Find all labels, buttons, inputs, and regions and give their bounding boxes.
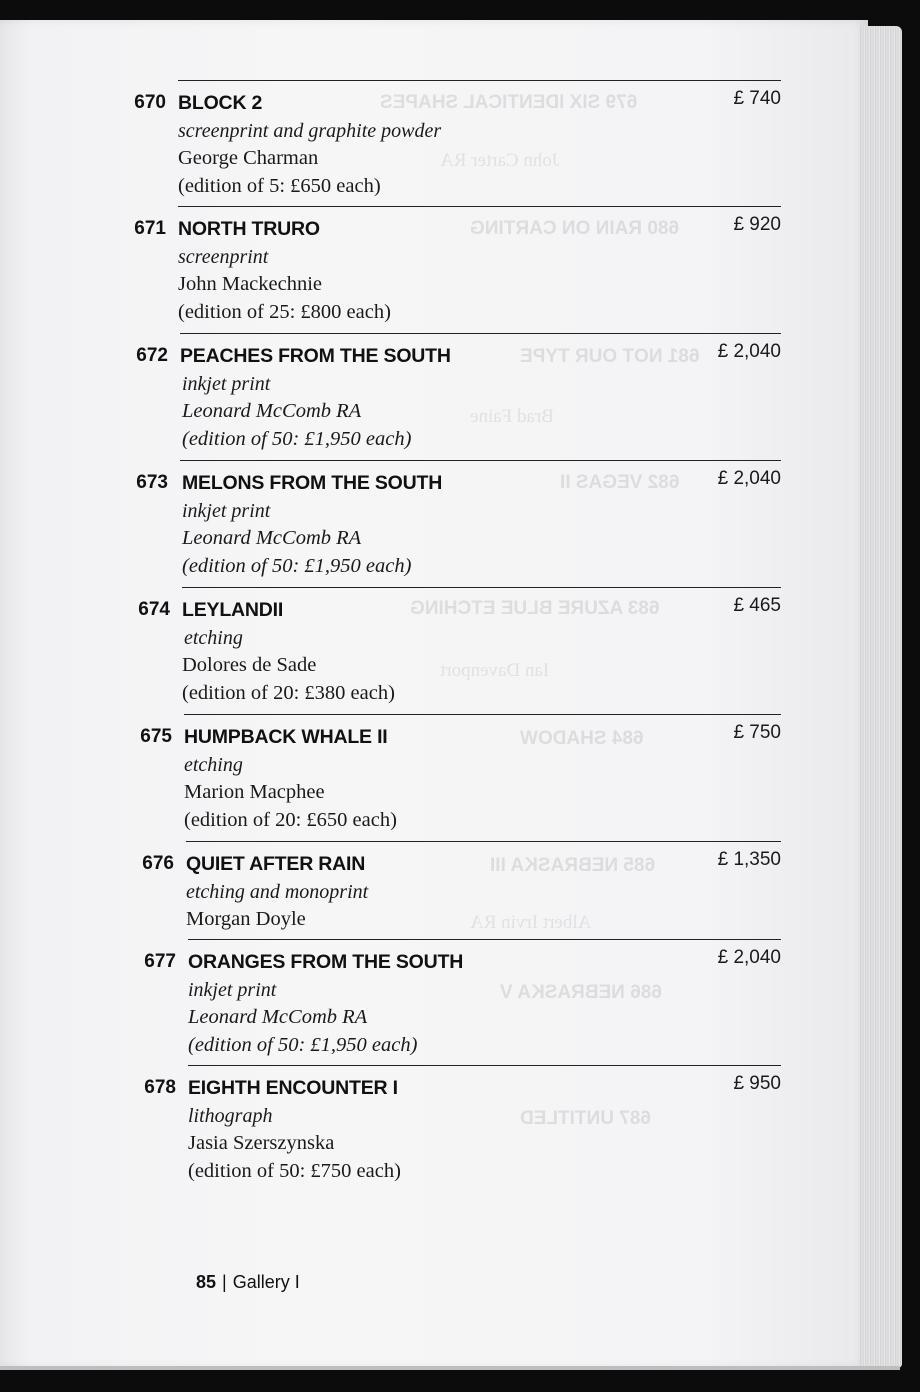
- show-through-text: 687 UNTITLED: [520, 1108, 651, 1129]
- show-through-text: Brad Faine: [470, 406, 554, 427]
- entry-rule: [180, 460, 781, 461]
- entry-price: £ 740: [733, 88, 781, 109]
- entry-artist: Leonard McComb RA: [182, 527, 362, 549]
- entry-medium: etching and monoprint: [186, 881, 369, 903]
- entry-rule: [178, 206, 781, 207]
- entry-number: 674: [138, 599, 170, 620]
- entry-artist: Leonard McComb RA: [182, 400, 362, 422]
- page-bottom-edge: [0, 1366, 900, 1370]
- catalogue-entry: [134, 80, 781, 206]
- show-through-text: Ian Davenport: [440, 660, 550, 681]
- catalogue-entry: [136, 460, 781, 586]
- entry-edition: (edition of 50: £1,950 each): [188, 1034, 418, 1056]
- entry-title: EIGHTH ENCOUNTER I: [188, 1077, 398, 1099]
- entry-rule: [180, 333, 781, 334]
- entry-title: BLOCK 2: [178, 92, 263, 114]
- entry-price: £ 2,040: [717, 947, 781, 968]
- catalogue-entry: [138, 587, 781, 713]
- entry-number: 675: [140, 726, 172, 747]
- page-edges: [860, 26, 902, 1368]
- entry-medium: screenprint: [178, 246, 269, 268]
- catalogue-entry: [140, 714, 781, 840]
- entry-rule: [188, 1065, 781, 1066]
- entry-title: QUIET AFTER RAIN: [186, 853, 366, 875]
- entry-edition: (edition of 20: £380 each): [182, 682, 395, 704]
- entry-artist: Leonard McComb RA: [188, 1006, 368, 1028]
- entry-number: 673: [136, 472, 168, 493]
- show-through-text: 680 RAIN ON CARTING: [470, 218, 680, 239]
- show-through-text: Albert Irvin RA: [470, 912, 592, 933]
- entry-medium: inkjet print: [188, 979, 277, 1001]
- entry-medium: etching: [184, 627, 243, 649]
- entry-edition: (edition of 5: £650 each): [178, 175, 381, 197]
- entry-price: £ 2,040: [717, 468, 781, 489]
- entry-rule: [186, 841, 781, 842]
- entry-number: 671: [134, 218, 166, 239]
- entry-price: £ 465: [733, 595, 781, 616]
- entry-rule: [178, 80, 781, 81]
- entry-number: 672: [136, 345, 168, 366]
- entry-price: £ 950: [733, 1073, 781, 1094]
- show-through-text: 682 VEGAS II: [560, 472, 680, 493]
- catalogue-entry: [144, 939, 781, 1065]
- show-through-text: 685 NEBRASKA III: [490, 855, 656, 876]
- entry-medium: etching: [184, 754, 243, 776]
- show-through-text: 681 NOT OUR TYPE: [520, 346, 700, 367]
- entry-title: LEYLANDII: [182, 599, 284, 621]
- show-through-text: 684 SHADOW: [520, 728, 644, 749]
- entry-artist: Jasia Szerszynska: [188, 1132, 335, 1154]
- entry-price: £ 2,040: [717, 341, 781, 362]
- entry-title: PEACHES FROM THE SOUTH: [180, 345, 451, 367]
- catalogue-entry: [136, 333, 781, 459]
- page-number: 85: [196, 1272, 217, 1292]
- entry-number: 676: [142, 853, 174, 874]
- entry-artist: Marion Macphee: [184, 781, 325, 803]
- entry-artist: John Mackechnie: [178, 273, 323, 295]
- catalogue-entry: [144, 1065, 781, 1191]
- entry-title: NORTH TRURO: [178, 218, 320, 240]
- entry-edition: (edition of 50: £750 each): [188, 1160, 401, 1182]
- entry-title: HUMPBACK WHALE II: [184, 726, 388, 748]
- entry-rule: [184, 714, 781, 715]
- entry-number: 678: [144, 1077, 176, 1098]
- entry-medium: inkjet print: [182, 500, 271, 522]
- entry-number: 670: [134, 92, 166, 113]
- footer-separator: |: [222, 1272, 227, 1292]
- entry-artist: George Charman: [178, 147, 319, 169]
- catalogue-entry: [142, 841, 781, 939]
- entry-medium: inkjet print: [182, 373, 271, 395]
- entry-price: £ 1,350: [717, 849, 781, 870]
- entry-title: ORANGES FROM THE SOUTH: [188, 951, 464, 973]
- entry-rule: [188, 939, 781, 940]
- entry-edition: (edition of 50: £1,950 each): [182, 555, 412, 577]
- entry-number: 677: [144, 951, 176, 972]
- catalogue-entry: [134, 206, 781, 332]
- entry-medium: screenprint and graphite powder: [178, 120, 442, 142]
- entry-medium: lithograph: [188, 1105, 273, 1127]
- entry-price: £ 920: [733, 214, 781, 235]
- entry-edition: (edition of 25: £800 each): [178, 301, 391, 323]
- entry-artist: Dolores de Sade: [182, 654, 317, 676]
- entry-edition: (edition of 20: £650 each): [184, 809, 397, 831]
- page-footer: [196, 1272, 300, 1293]
- show-through-text: 683 AZURE BLUE ETCHING: [410, 598, 660, 619]
- entry-price: £ 750: [733, 722, 781, 743]
- entry-title: MELONS FROM THE SOUTH: [182, 472, 443, 494]
- show-through-text: 686 NEBRASKA V: [500, 982, 662, 1003]
- show-through-text: 679 SIX IDENTICAL SHAPES: [380, 92, 638, 113]
- entry-edition: (edition of 50: £1,950 each): [182, 428, 412, 450]
- entry-artist: Morgan Doyle: [186, 908, 306, 930]
- entry-rule: [182, 587, 781, 588]
- section-name: Gallery I: [232, 1272, 300, 1292]
- show-through-text: John Carter RA: [440, 150, 560, 171]
